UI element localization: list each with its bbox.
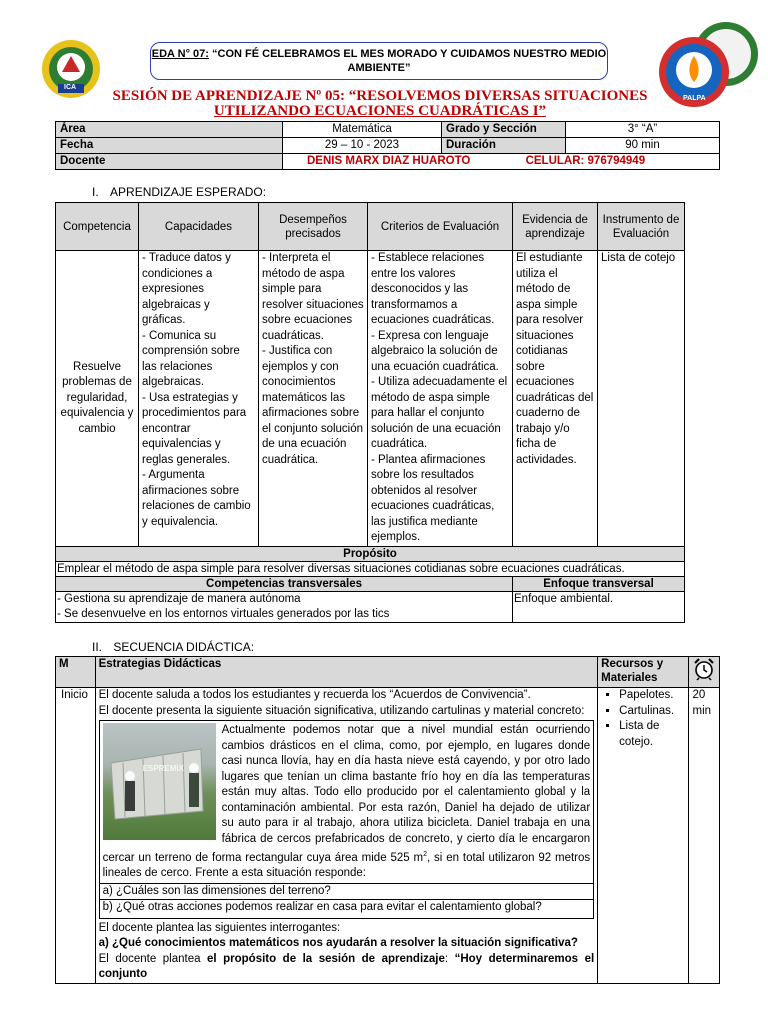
section-1-number: I. [92,185,99,199]
transversal-label: Competencias transversales [56,576,513,591]
purpose-bold: el propósito de la sesión de aprendizaje [207,952,445,965]
duration-value: 90 min [566,138,720,154]
eda-banner [150,42,608,80]
teacher-row [283,154,720,170]
purpose-prefix: El docente plantea [98,952,208,965]
transversal-item: - Gestiona su aprendizaje de manera autónoma [57,592,301,605]
resources-cell [598,688,688,984]
session-title [100,89,660,119]
logo-left-label: ICA [64,84,77,91]
capacidad-item: - Usa estrategias y procedimientos para encontrar equivalencias y reglas generales. [142,391,247,466]
section-2-number: II. [92,640,103,654]
photo-watermark: ESPREMIX [142,764,184,773]
duration-label: Duración [442,138,566,154]
col-desempenos: Desempeños precisados [259,203,368,251]
capacidades-cell [139,251,259,547]
transversal-cell [56,591,513,622]
situation-text-a: Actualmente podemos notar que a nivel mundial están ocurriendo cambios drásticos en el clima, como, por ejemplo, en lugares donde casi nunca llovía, hay en día hasta nieve está cayendo, y por otro lado lugares que tenían un clima bastante frío hoy en día las temperaturas están muy altas. Todo ello producido por el calentamiento global y la contaminación ambiental. Por esta razón, Daniel ha dejado de utilizar su auto para ir al trabajo, ahora utiliza bicicleta. Daniel trabaja en una fábrica de cercos prefabricados de concreto, y cierto día le encargaron cercar un terreno de forma rectangular cuya área mide 525 m [102,724,591,864]
col-strategies: Estrategias Didácticas [95,657,598,688]
school-logo-right [656,20,762,110]
criterio-item: - Plantea afirmaciones sobre los resultados obtenidos al resolver ecuaciones cuadráticas, las justifica mediante ejemplos. [371,453,495,543]
sequence-table [55,656,720,984]
area-unit-superscript: 2 [423,851,427,858]
area-value: Matemática [283,122,442,138]
moment-cell: Inicio [56,688,96,984]
desempeno-item: - Interpreta el método de aspa simple para resolver situaciones sobre ecuaciones cuadráticas. [262,252,364,342]
strategies-cell [95,688,598,984]
situation-question-a: a) ¿Cuáles son las dimensiones del terreno? [100,883,594,900]
strategy-greeting: El docente saluda a todos los estudiantes y recuerda los “Acuerdos de Convivencia”. [98,689,531,701]
strategy-purpose [99,952,595,983]
desempenos-cell [259,251,368,547]
strategy-present: El docente presenta la siguiente situación significativa, utilizando cartulinas y material concreto: [98,704,585,717]
purpose-colon: : [444,952,455,965]
instrumento-cell: Lista de cotejo [598,251,685,547]
grade-value: 3° “A” [566,122,720,138]
session-title-line1: SESIÓN DE APRENDIZAJE Nº 05: “RESOLVEMOS DIVERSAS SITUACIONES [112,88,648,104]
situation-text-b: , si en total utilizaron 92 metros lineales de cerco. Frente a esta situación responde: [102,851,591,880]
eda-number: EDA N° 07: [151,48,209,60]
date-label: Fecha [56,138,283,154]
grade-label: Grado y Sección [442,122,566,138]
eda-title: “CON FÉ CELEBRAMOS EL MES MORADO Y CUIDAMOS NUESTRO MEDIO AMBIENTE” [208,48,607,74]
enfoque-cell: Enfoque ambiental. [513,591,685,622]
col-capacidades: Capacidades [139,203,259,251]
enfoque-label: Enfoque transversal [513,576,685,591]
col-instrumento: Instrumento de Evaluación [598,203,685,251]
info-table [55,121,720,170]
strategy-questions-intro: El docente plantea las siguientes interrogantes: [98,921,341,934]
criterio-item: - Establece relaciones entre los valores desconocidos y las transformamos a ecuaciones cuadráticas. [371,252,495,326]
situation-photo [103,723,216,840]
teacher-label: Docente [56,154,283,170]
col-moment: M [56,657,96,688]
section-2-title: SECUENCIA DIDÁCTICA: [113,640,255,654]
time-cell: 20 min [688,688,719,984]
competencia-cell: Resuelve problemas de regularidad, equivalencia y cambio [56,251,139,547]
desempeno-item: - Justifica con ejemplos y con conocimientos matemáticos las afirmaciones sobre el conjunto solución de una ecuación cuadrática. [262,345,364,466]
teacher-name: DENIS MARX DIAZ HUAROTO [307,155,471,167]
criterio-item: - Expresa con lenguaje algebraico la solución de una ecuación cuadrática. [371,329,499,373]
col-evidencia: Evidencia de aprendizaje [513,203,598,251]
proposito-text: Emplear el método de aspa simple para resolver diversas situaciones cotidianas sobre ecuaciones cuadráticas. [56,561,685,576]
section-2-heading [92,640,254,654]
purpose-quote: “Hoy determinaremos el conjunto [98,952,595,981]
capacidad-item: - Traduce datos y condiciones a expresiones algebraicas y gráficas. [142,252,231,326]
strategy-question-bold: a) ¿Qué conocimientos matemáticos nos ayudarán a resolver la situación significativa? [98,937,578,950]
resources-list [601,688,684,750]
section-1-heading [92,185,266,199]
proposito-label: Propósito [56,546,685,561]
school-logo-left [40,38,102,100]
resource-item: ▪ Lista de cotejo. [619,719,684,750]
col-criterios: Criterios de Evaluación [368,203,513,251]
learning-table [55,202,685,623]
criterio-item: - Utiliza adecuadamente el método de aspa simple para hallar el conjunto solución de una ecuación cuadrática. [371,376,508,450]
logo-right-label: PALPA [683,95,706,102]
capacidad-item: - Comunica su comprensión sobre las relaciones algebraicas. [142,329,240,388]
significant-situation [99,720,595,919]
col-time [688,657,719,688]
col-resources: Recursos y Materiales [598,657,688,688]
situation-question-b: b) ¿Qué otras acciones podemos realizar en casa para evitar el calentamiento global? [100,899,594,916]
resource-item: ▪ Papelotes. [619,688,684,704]
date-value: 29 – 10 - 2023 [283,138,442,154]
alarm-clock-icon [692,657,716,681]
section-1-title: APRENDIZAJE ESPERADO: [110,185,267,199]
col-competencia: Competencia [56,203,139,251]
session-title-line2: UTILIZANDO ECUACIONES CUADRÁTICAS I” [213,103,547,119]
teacher-phone: CELULAR: 976794949 [525,155,646,167]
capacidad-item: - Argumenta afirmaciones sobre relaciones de cambio y equivalencia. [142,469,251,528]
resource-item: ▪ Cartulinas. [619,704,684,720]
area-label: Área [56,122,283,138]
transversal-item: - Se desenvuelve en los entornos virtuales generados por las tics [57,607,390,620]
criterios-cell [368,251,513,547]
evidencia-cell: El estudiante utiliza el método de aspa simple para resolver situaciones cotidianas sobre ecuaciones cuadráticas del cuaderno de trabajo y/o ficha de actividades. [513,251,598,547]
